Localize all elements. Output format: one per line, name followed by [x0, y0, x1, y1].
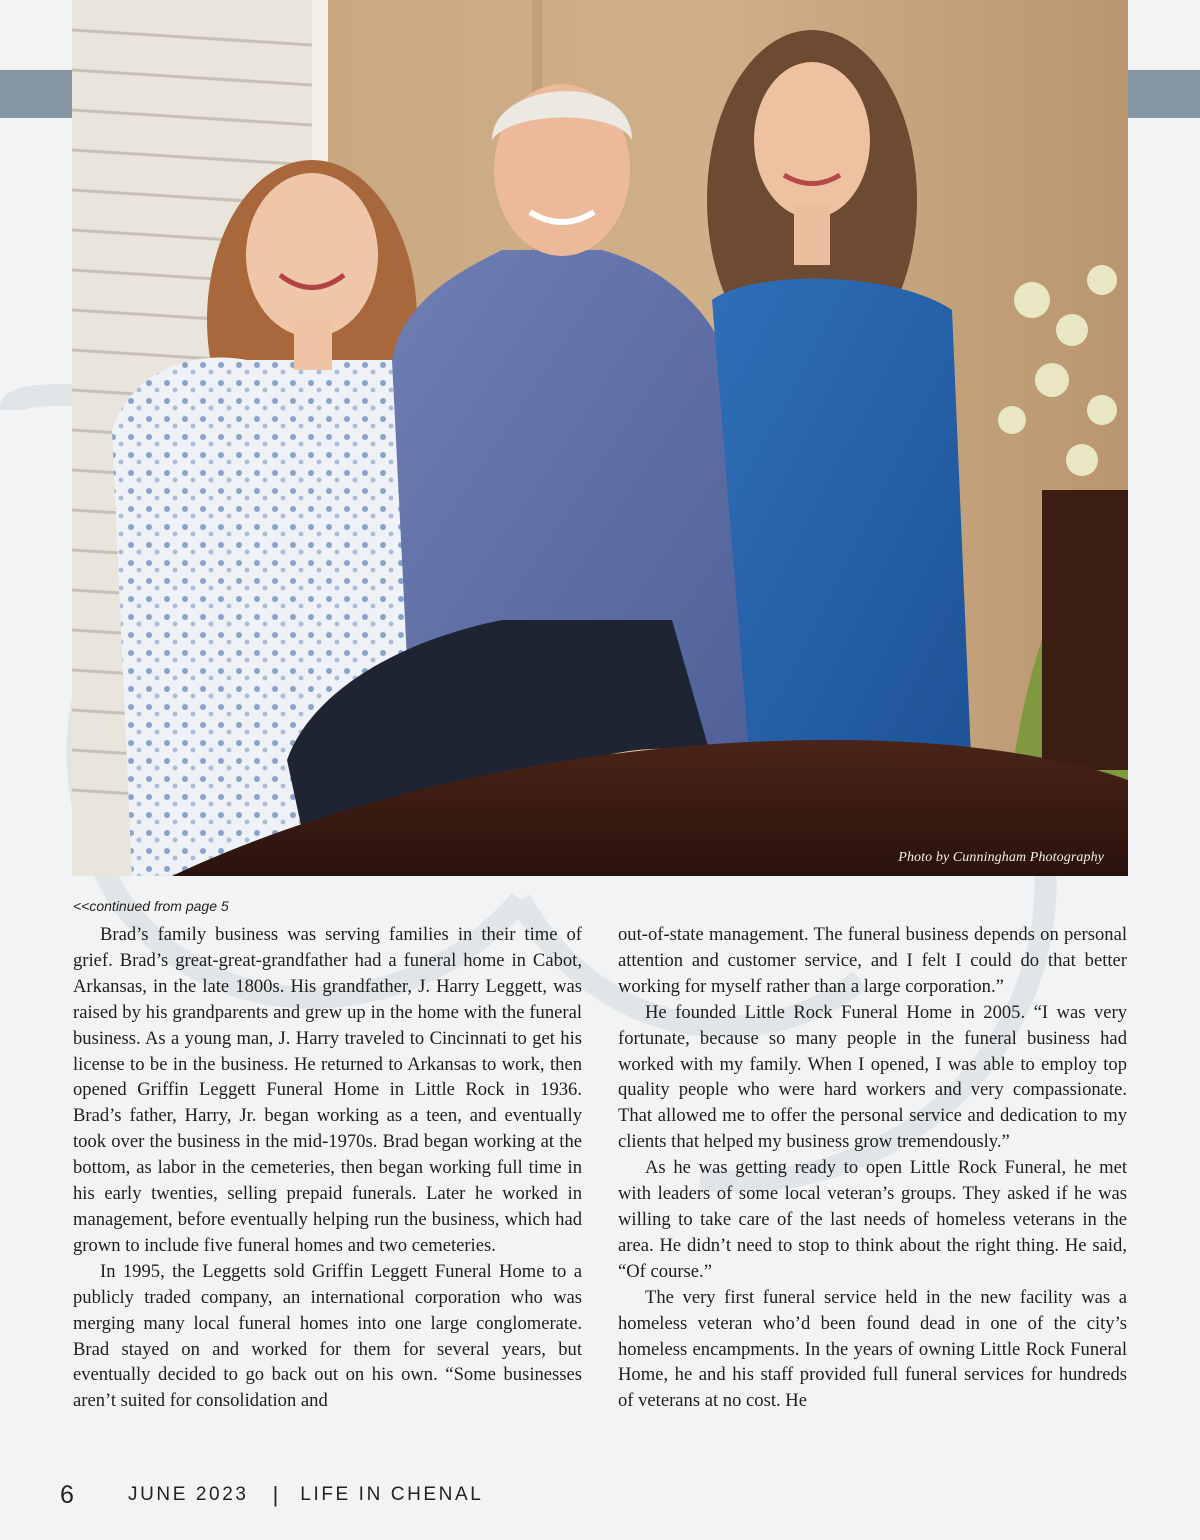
header-band-left — [0, 70, 72, 118]
photo-credit: Photo by Cunningham Photography — [898, 850, 1104, 865]
family-portrait-illustration — [72, 0, 1128, 876]
page-number: 6 — [60, 1480, 74, 1509]
article-paragraph: In 1995, the Leggetts sold Griffin Leggett Funeral Home to a publicly traded company, an international corporation who was merging many local funeral homes into one large conglomerate. Brad stayed on and worked for them for several years, but eventually decided to go back out on his own. “Some businesses aren’t suited for consolidation and — [73, 1260, 582, 1412]
article-column-left — [73, 922, 582, 1414]
page-footer — [60, 1480, 483, 1510]
continued-from-note: <<continued from page 5 — [73, 898, 229, 914]
article-column-right — [618, 922, 1127, 1414]
article-paragraph: As he was getting ready to open Little Rock Funeral, he met with leaders of some local veteran’s groups. They asked if he was willing to take care of the last needs of homeless veterans in the area. He didn’t need to stop to think about the right thing. He said, “Of course.” — [618, 1157, 1127, 1282]
header-band-right — [1128, 70, 1200, 118]
footer-separator: | — [272, 1482, 279, 1507]
article-paragraph: Brad’s family business was serving families in their time of grief. Brad’s great-great-grandfather had a funeral home in Cabot, Arkansas, in the late 1800s. His grandfather, J. Harry Leggett, was raised by his grandparents and grew up in the home with the funeral business. As a young man, J. Harry traveled to Cincinnati to get his license to be in the business. He returned to Arkansas to work, then opened Griffin Leggett Funeral Home in Little Rock in 1936. Brad’s father, Harry, Jr. began working as a teen, and eventually took over the business in the mid-1970s. Brad began working at the bottom, as labor in the cemeteries, then began working full time in his early twenties, selling prepaid funerals. Later he worked in management, before eventually helping run the business, which had grown to include five funeral homes and two cemeteries. — [73, 924, 582, 1256]
article-paragraph: The very first funeral service held in the new facility was a homeless veteran who’d been found dead in one of the city’s homeless encampments. In the years of owning Little Rock Funeral Home, he and his staff provided full funeral services for hundreds of veterans at no cost. He — [618, 1286, 1127, 1412]
issue-date: JUNE 2023 — [128, 1484, 249, 1505]
article-paragraph-continuation: out-of-state management. The funeral business depends on personal attention and customer service, and I felt I could do that better working for myself rather than a large corporation.” — [618, 924, 1127, 997]
article-paragraph: He founded Little Rock Funeral Home in 2005. “I was very fortunate, because so many people in the funeral business had worked with my family. When I opened, I was able to employ top quality people who were hard workers and very compassionate. That allowed me to offer the personal service and dedication to my clients that helped my business grow tremendously.” — [618, 1001, 1127, 1153]
magazine-name: LIFE IN CHENAL — [300, 1484, 484, 1505]
hero-photo — [72, 0, 1128, 876]
